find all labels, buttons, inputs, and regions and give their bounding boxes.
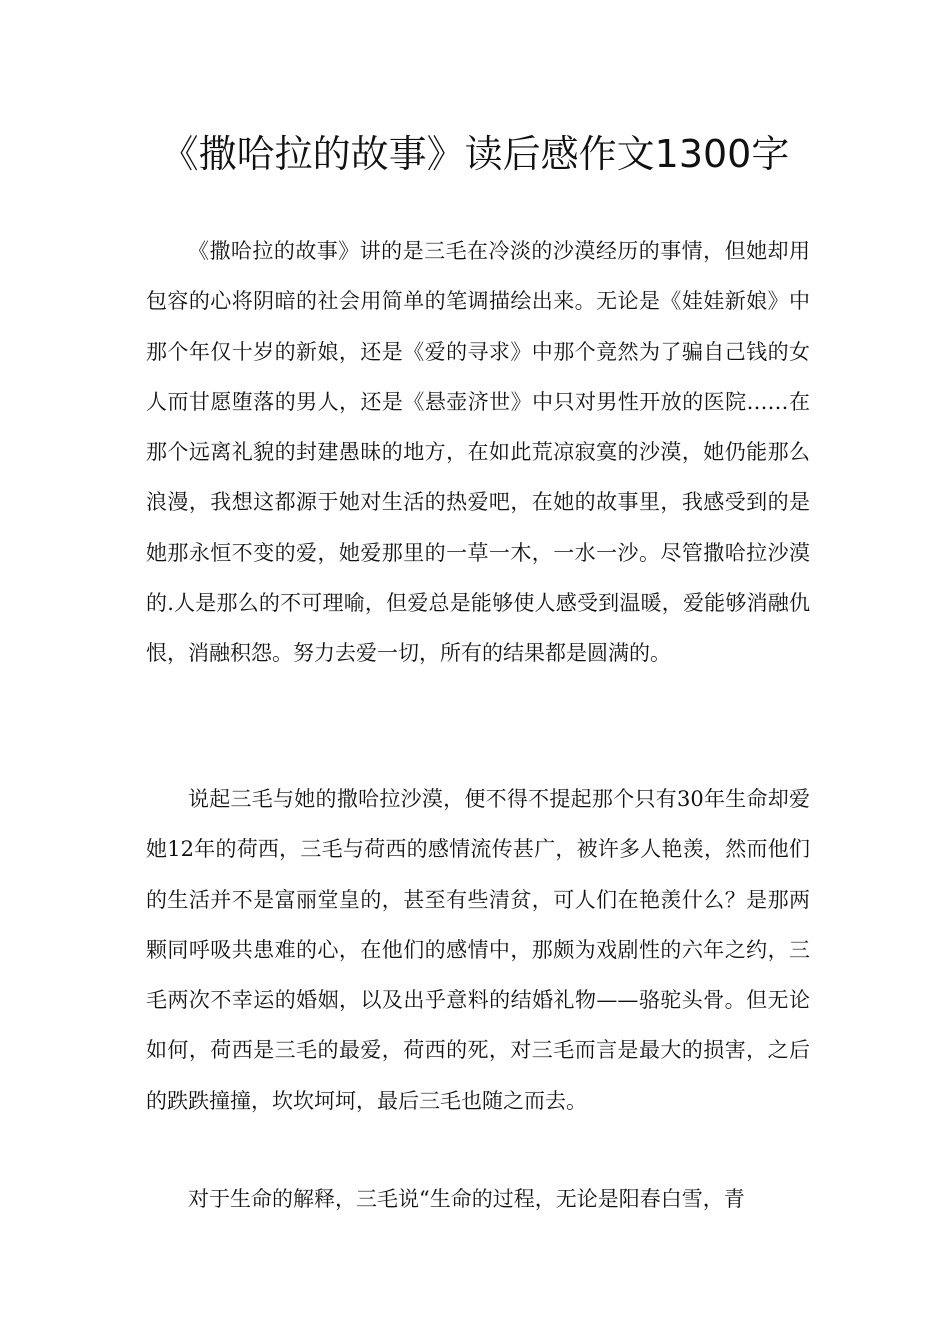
paragraph-3: 对于生命的解释，三毛说“生命的过程，无论是阳春白雪，青 [188, 1187, 745, 1211]
paragraph-2: 说起三毛与她的撒哈拉沙漠，便不得不提起那个只有30年生命却爱她12年的荷西，三毛与荷西的感情流传甚广，被许多人艳羡，然而他们的生活并不是富丽堂皇的，甚至有些清贫，可人们在艳羡什么？是那两颗同呼吸共患难的心，在他们的感情中，那颇为戏剧性的六年之约，三毛两次不幸运的婚姻，以及出乎意料的结婚礼物——骆驼头骨。但无论如何，荷西是三毛的最爱，荷西的死，对三毛而言是最大的损害，之后的跌跌撞撞，坎坎坷坷，最后三毛也随之而去。 [146, 787, 810, 1113]
document-title: 《撒哈拉的故事》读后感作文1300字 [160, 132, 790, 176]
paragraph-1: 《撒哈拉的故事》讲的是三毛在冷淡的沙漠经历的事情，但她却用包容的心将阴暗的社会用简单的笔调描绘出来。无论是《娃娃新娘》中那个年仅十岁的新娘，还是《爱的寻求》中那个竟然为了骗自己钱的女人而甘愿堕落的男人，还是《悬壶济世》中只对男性开放的医院……在那个远离礼貌的封建愚昧的地方，在如此荒凉寂寞的沙漠，她仍能那么浪漫，我想这都源于她对生活的热爱吧，在她的故事里，我感受到的是她那永恒不变的爱，她爱那里的一草一木，一水一沙。尽管撒哈拉沙漠的.人是那么的不可理喻，但爱总是能够使人感受到温暖，爱能够消融仇恨，消融积怨。努力去爱一切，所有的结果都是圆满的。 [146, 239, 810, 666]
